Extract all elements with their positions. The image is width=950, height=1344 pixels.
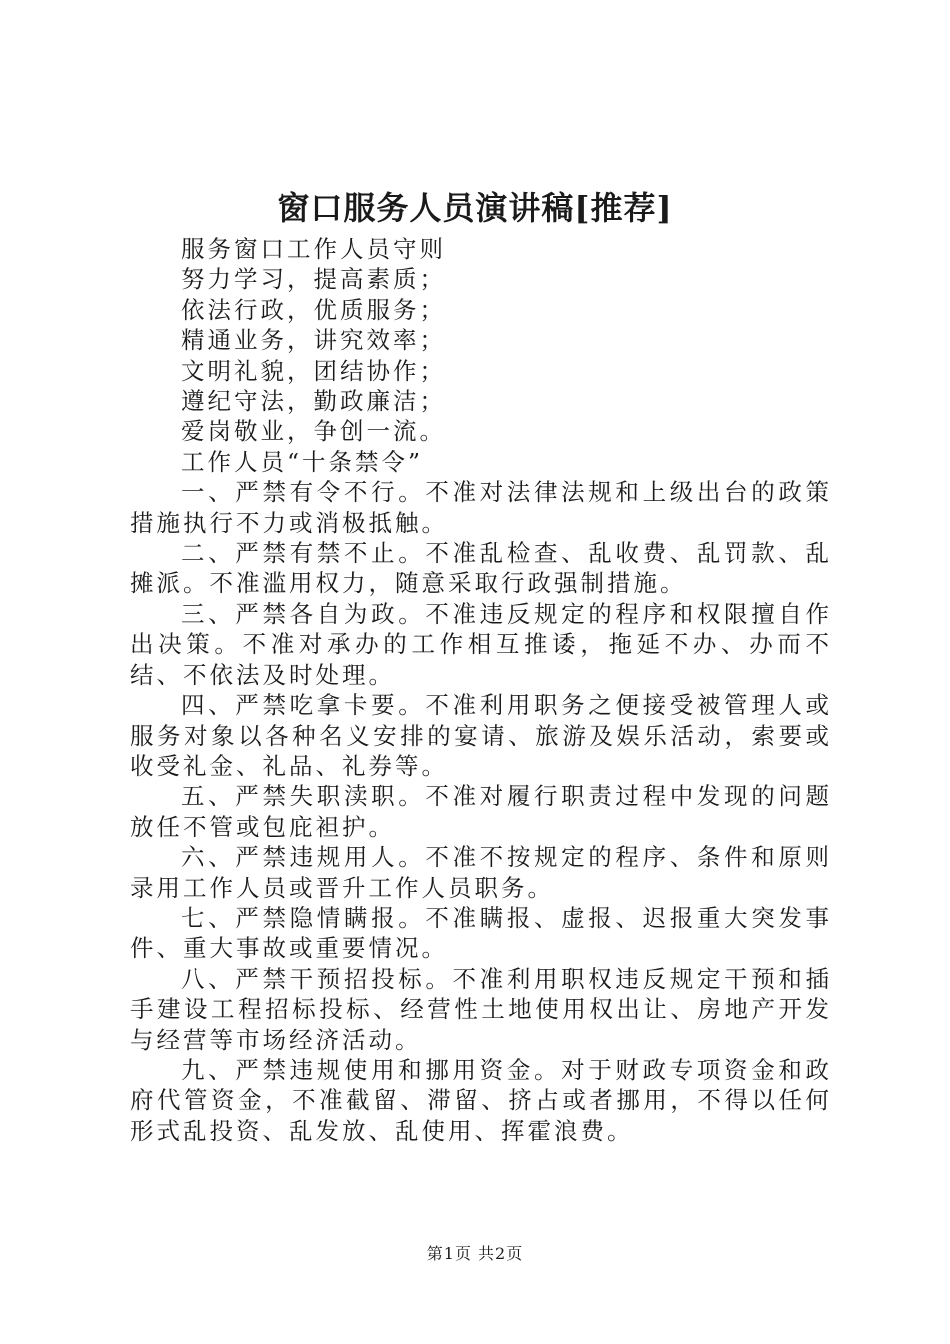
page-footer: 第1页 共2页 xyxy=(426,1244,524,1263)
document-body xyxy=(130,234,832,1146)
paragraph: 四、严禁吃拿卡要。不准利用职务之便接受被管理人或服务对象以各种名义安排的宴请、旅游及娱乐活动，索要或收受礼金、礼品、礼券等。 xyxy=(130,691,832,780)
document-title: 窗口服务人员演讲稿[推荐] xyxy=(277,189,673,227)
paragraph: 遵纪守法，勤政廉洁； xyxy=(181,387,446,416)
paragraph: 七、严禁隐情瞒报。不准瞒报、虚报、迟报重大突发事件、重大事故或重要情况。 xyxy=(130,903,832,963)
paragraph: 依法行政，优质服务； xyxy=(181,295,446,324)
paragraph: 九、严禁违规使用和挪用资金。对于财政专项资金和政府代管资金，不准截留、滞留、挤占或者挪用，不得以任何形式乱投资、乱发放、乱使用、挥霍浪费。 xyxy=(130,1055,832,1145)
paragraph: 努力学习，提高素质； xyxy=(181,265,446,294)
paragraph: 爱岗敬业，争创一流。 xyxy=(181,417,446,446)
paragraph: 文明礼貌，团结协作； xyxy=(181,356,446,385)
paragraph: 一、严禁有令不行。不准对法律法规和上级出台的政策措施执行不力或消极抵触。 xyxy=(130,478,832,537)
paragraph: 八、严禁干预招投标。不准利用职权违反规定干预和插手建设工程招标投标、经营性土地使用权出让、房地产开发与经营等市场经济活动。 xyxy=(130,964,832,1054)
paragraph: 六、严禁违规用人。不准不按规定的程序、条件和原则录用工作人员或晋升工作人员职务。 xyxy=(130,843,832,902)
paragraph: 服务窗口工作人员守则 xyxy=(181,235,446,263)
paragraph: 工作人员“十条禁令” xyxy=(181,447,424,476)
paragraph: 三、严禁各自为政。不准违反规定的程序和权限擅自作出决策。不准对承办的工作相互推诿，拖延不办、办而不结、不依法及时处理。 xyxy=(130,599,832,689)
paragraph: 精通业务，讲究效率； xyxy=(181,326,446,355)
paragraph: 二、严禁有禁不止。不准乱检查、乱收费、乱罚款、乱摊派。不准滥用权力，随意采取行政强制措施。 xyxy=(130,539,832,598)
paragraph: 五、严禁失职渎职。不准对履行职责过程中发现的问题放任不管或包庇袒护。 xyxy=(130,782,832,841)
